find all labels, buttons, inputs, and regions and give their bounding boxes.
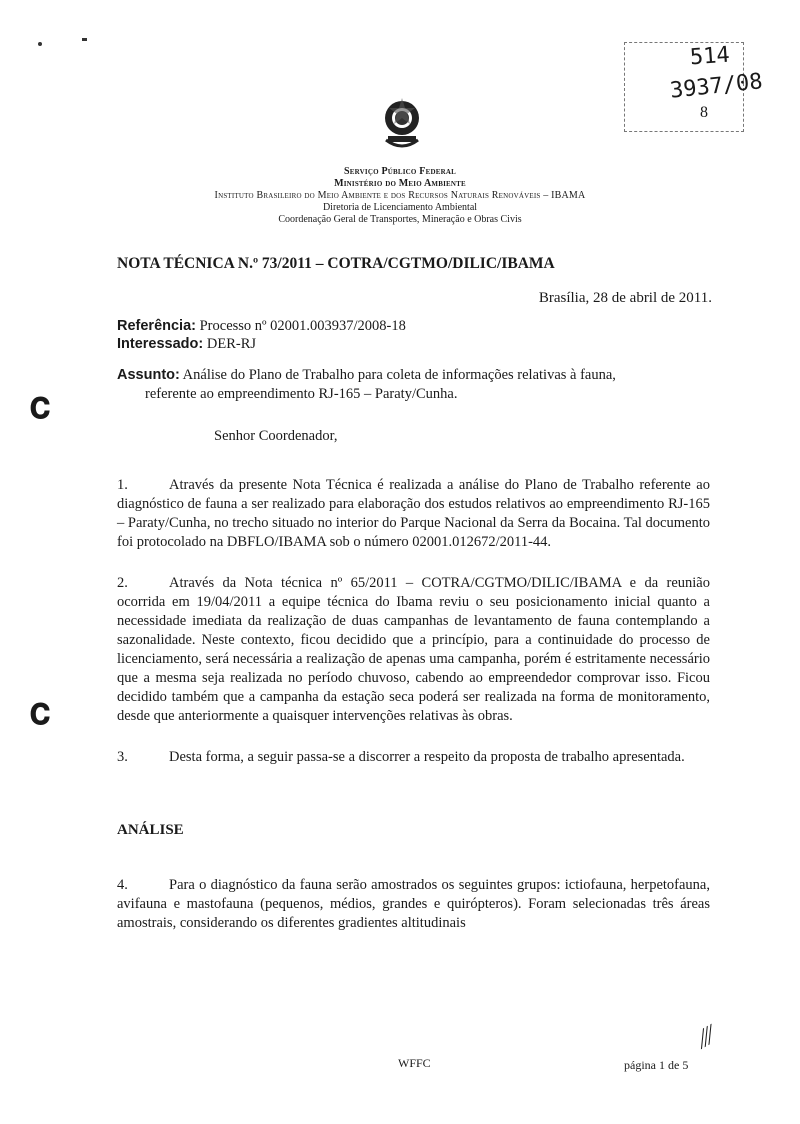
footer-code: WFFC — [398, 1056, 431, 1070]
interessado-label: Interessado: — [117, 336, 204, 352]
paragraph-number: 4. — [117, 877, 128, 893]
paragraph — [117, 748, 710, 767]
referencia-label: Referência: — [117, 318, 196, 334]
paragraph-text: Através da Nota técnica nº 65/2011 – COTRA/CGTMO/DILIC/IBAMA e da reunião ocorrida em 19/04/2011 a equipe técnica do Ibama reviu o seu posicionamento inicial quanto a necessidade imediata da realização de duas campanhas de levantamento de fauna contemplando a sazonalidade. Neste contexto, ficou decidido que a princípio, para a continuidade do processo de licenciamento, será necessária a realização de apenas uma campanha, porém é estritamente necessário que a mesma seja realizada no período chuvoso, cabendo ao empreendedor comprovar isso. Ficou decidido também que a campanha da estação seca poderá ser realizada na forma de monitoramento, desde que anteriormente a quaisquer intervenções relativas às obras. — [117, 575, 710, 724]
header-line-2: Ministério do Meio Ambiente — [334, 178, 466, 189]
header-line-1: Serviço Público Federal — [344, 166, 456, 177]
salutation: Senhor Coordenador, — [214, 428, 338, 444]
paragraph-text: Para o diagnóstico da fauna serão amostrados os seguintes grupos: ictiofauna, herpetofauna, avifauna e mastofauna (pequenos, médios, grandes e quirópteros). Foram selecionadas três áreas amostrais, considerando os diferentes gradientes altitudinais — [117, 877, 710, 931]
assunto-label: Assunto: — [117, 367, 180, 383]
scan-speck — [38, 42, 42, 46]
paragraph-number: 1. — [117, 477, 128, 493]
stamp-number-1: 514 — [689, 42, 731, 71]
paragraph — [117, 476, 710, 552]
hole-punch-mark: 𝐂 — [30, 392, 51, 425]
paragraph — [117, 574, 710, 726]
header-line-5: Coordenação Geral de Transportes, Mineração e Obras Civis — [278, 214, 522, 225]
scan-speck — [82, 38, 87, 41]
header-line-4: Diretoria de Licenciamento Ambiental — [322, 202, 478, 213]
paragraph-text: Através da presente Nota Técnica é realizada a análise do Plano de Trabalho referente ao diagnóstico de fauna a ser realizado para elaboração dos estudos relativos ao empreendimento RJ-165 – Paraty/Cunha, no trecho situado no interior do Parque Nacional da Serra da Bocaina. Tal documento foi protocolado na DBFLO/IBAMA sob o número 02001.012672/2011-44. — [117, 477, 710, 550]
stamp-number-2: 3937/08 — [668, 69, 764, 104]
paragraph-number: 3. — [117, 749, 128, 765]
assunto-text-1: Análise do Plano de Trabalho para coleta de informações relativas à fauna, — [182, 367, 616, 383]
paragraph-number: 2. — [117, 575, 128, 591]
paragraph — [117, 876, 710, 933]
page-number: página 1 de 5 — [624, 1058, 689, 1072]
document-title: NOTA TÉCNICA N.º 73/2011 – COTRA/CGTMO/DILIC/IBAMA — [117, 255, 555, 272]
referencia-value: Processo nº 02001.003937/2008-18 — [199, 318, 406, 334]
assunto-field — [117, 366, 710, 404]
interessado-field — [117, 336, 256, 353]
document-date: Brasília, 28 de abril de 2011. — [538, 290, 712, 306]
coat-of-arms-icon — [382, 96, 422, 156]
paragraph-text: Desta forma, a seguir passa-se a discorrer a respeito da proposta de trabalho apresentada. — [169, 749, 685, 765]
footer-signature: ⁄⁄⁄ — [693, 1020, 720, 1053]
referencia-field — [117, 318, 406, 335]
header-line-3: Instituto Brasileiro do Meio Ambiente e dos Recursos Naturais Renováveis – IBAMA — [214, 190, 586, 201]
section-heading: ANÁLISE — [117, 822, 184, 838]
interessado-value: DER-RJ — [206, 336, 257, 352]
stamp-initial: 8 — [700, 104, 708, 121]
assunto-text-2: referente ao empreendimento RJ-165 – Paraty/Cunha. — [145, 386, 458, 402]
hole-punch-mark: 𝐂 — [30, 698, 51, 731]
